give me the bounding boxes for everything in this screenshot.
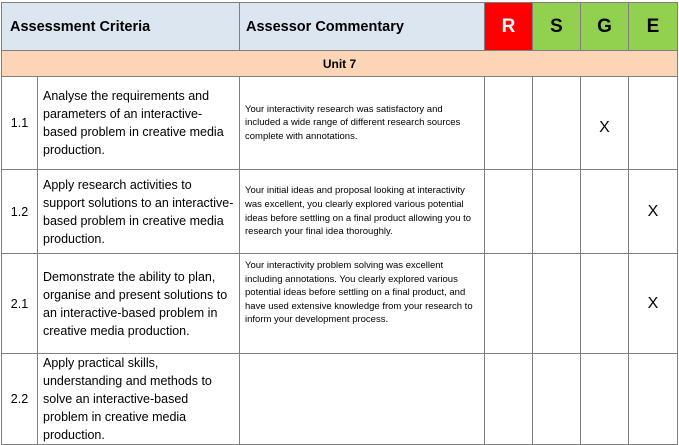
grade-e-cell: X — [629, 170, 678, 254]
assessment-grid — [1, 2, 677, 442]
unit-row — [2, 51, 678, 77]
assessor-comment: Your initial ideas and proposal looking at interactivity was excellent, you clearly explored various potential ideas before settling on a final product allowing you to research your final idea thoroughly. — [240, 170, 485, 254]
grade-s-cell — [533, 170, 581, 254]
grade-s-header: S — [533, 3, 581, 51]
criterion-number: 1.2 — [2, 170, 38, 254]
grade-g-cell — [581, 170, 629, 254]
grade-r-cell — [485, 254, 533, 354]
grade-s-cell — [533, 354, 581, 445]
grade-g-cell — [581, 354, 629, 445]
grade-r-cell — [485, 77, 533, 170]
criterion-number: 2.1 — [2, 254, 38, 354]
grade-g-cell: X — [581, 77, 629, 170]
criterion-text: Apply practical skills, understanding and methods to solve an interactive-based problem in creative media production. — [38, 354, 240, 445]
grade-e-cell — [629, 77, 678, 170]
assessment-table — [1, 2, 678, 445]
table-row — [2, 254, 678, 354]
criterion-text: Analyse the requirements and parameters of an interactive-based problem in creative media production. — [38, 77, 240, 170]
criterion-text: Apply research activities to support solutions to an interactive-based problem in creative media production. — [38, 170, 240, 254]
criterion-number: 1.1 — [2, 77, 38, 170]
assessor-comment: Your interactivity research was satisfactory and included a wide range of different research sources complete with annotations. — [240, 77, 485, 170]
grade-e-header: E — [629, 3, 678, 51]
unit-title: Unit 7 — [2, 51, 678, 77]
grade-r-header: R — [485, 3, 533, 51]
header-row — [2, 3, 678, 51]
grade-g-header: G — [581, 3, 629, 51]
criteria-header: Assessment Criteria — [2, 3, 240, 51]
assessor-comment — [240, 354, 485, 445]
table-row — [2, 77, 678, 170]
grade-s-cell — [533, 254, 581, 354]
grade-r-cell — [485, 170, 533, 254]
table-row — [2, 170, 678, 254]
grade-e-cell — [629, 354, 678, 445]
grade-e-cell: X — [629, 254, 678, 354]
grade-r-cell — [485, 354, 533, 445]
assessor-comment: Your interactivity problem solving was excellent including annotations. You clearly explored various potential ideas before settling on a final product, and have used extensive knowledge from your research to inform your development process. — [240, 254, 485, 354]
criterion-text: Demonstrate the ability to plan, organise and present solutions to an interactive-based problem in creative media production. — [38, 254, 240, 354]
criterion-number: 2.2 — [2, 354, 38, 445]
table-row — [2, 354, 678, 445]
grade-g-cell — [581, 254, 629, 354]
commentary-header: Assessor Commentary — [240, 3, 485, 51]
grade-s-cell — [533, 77, 581, 170]
